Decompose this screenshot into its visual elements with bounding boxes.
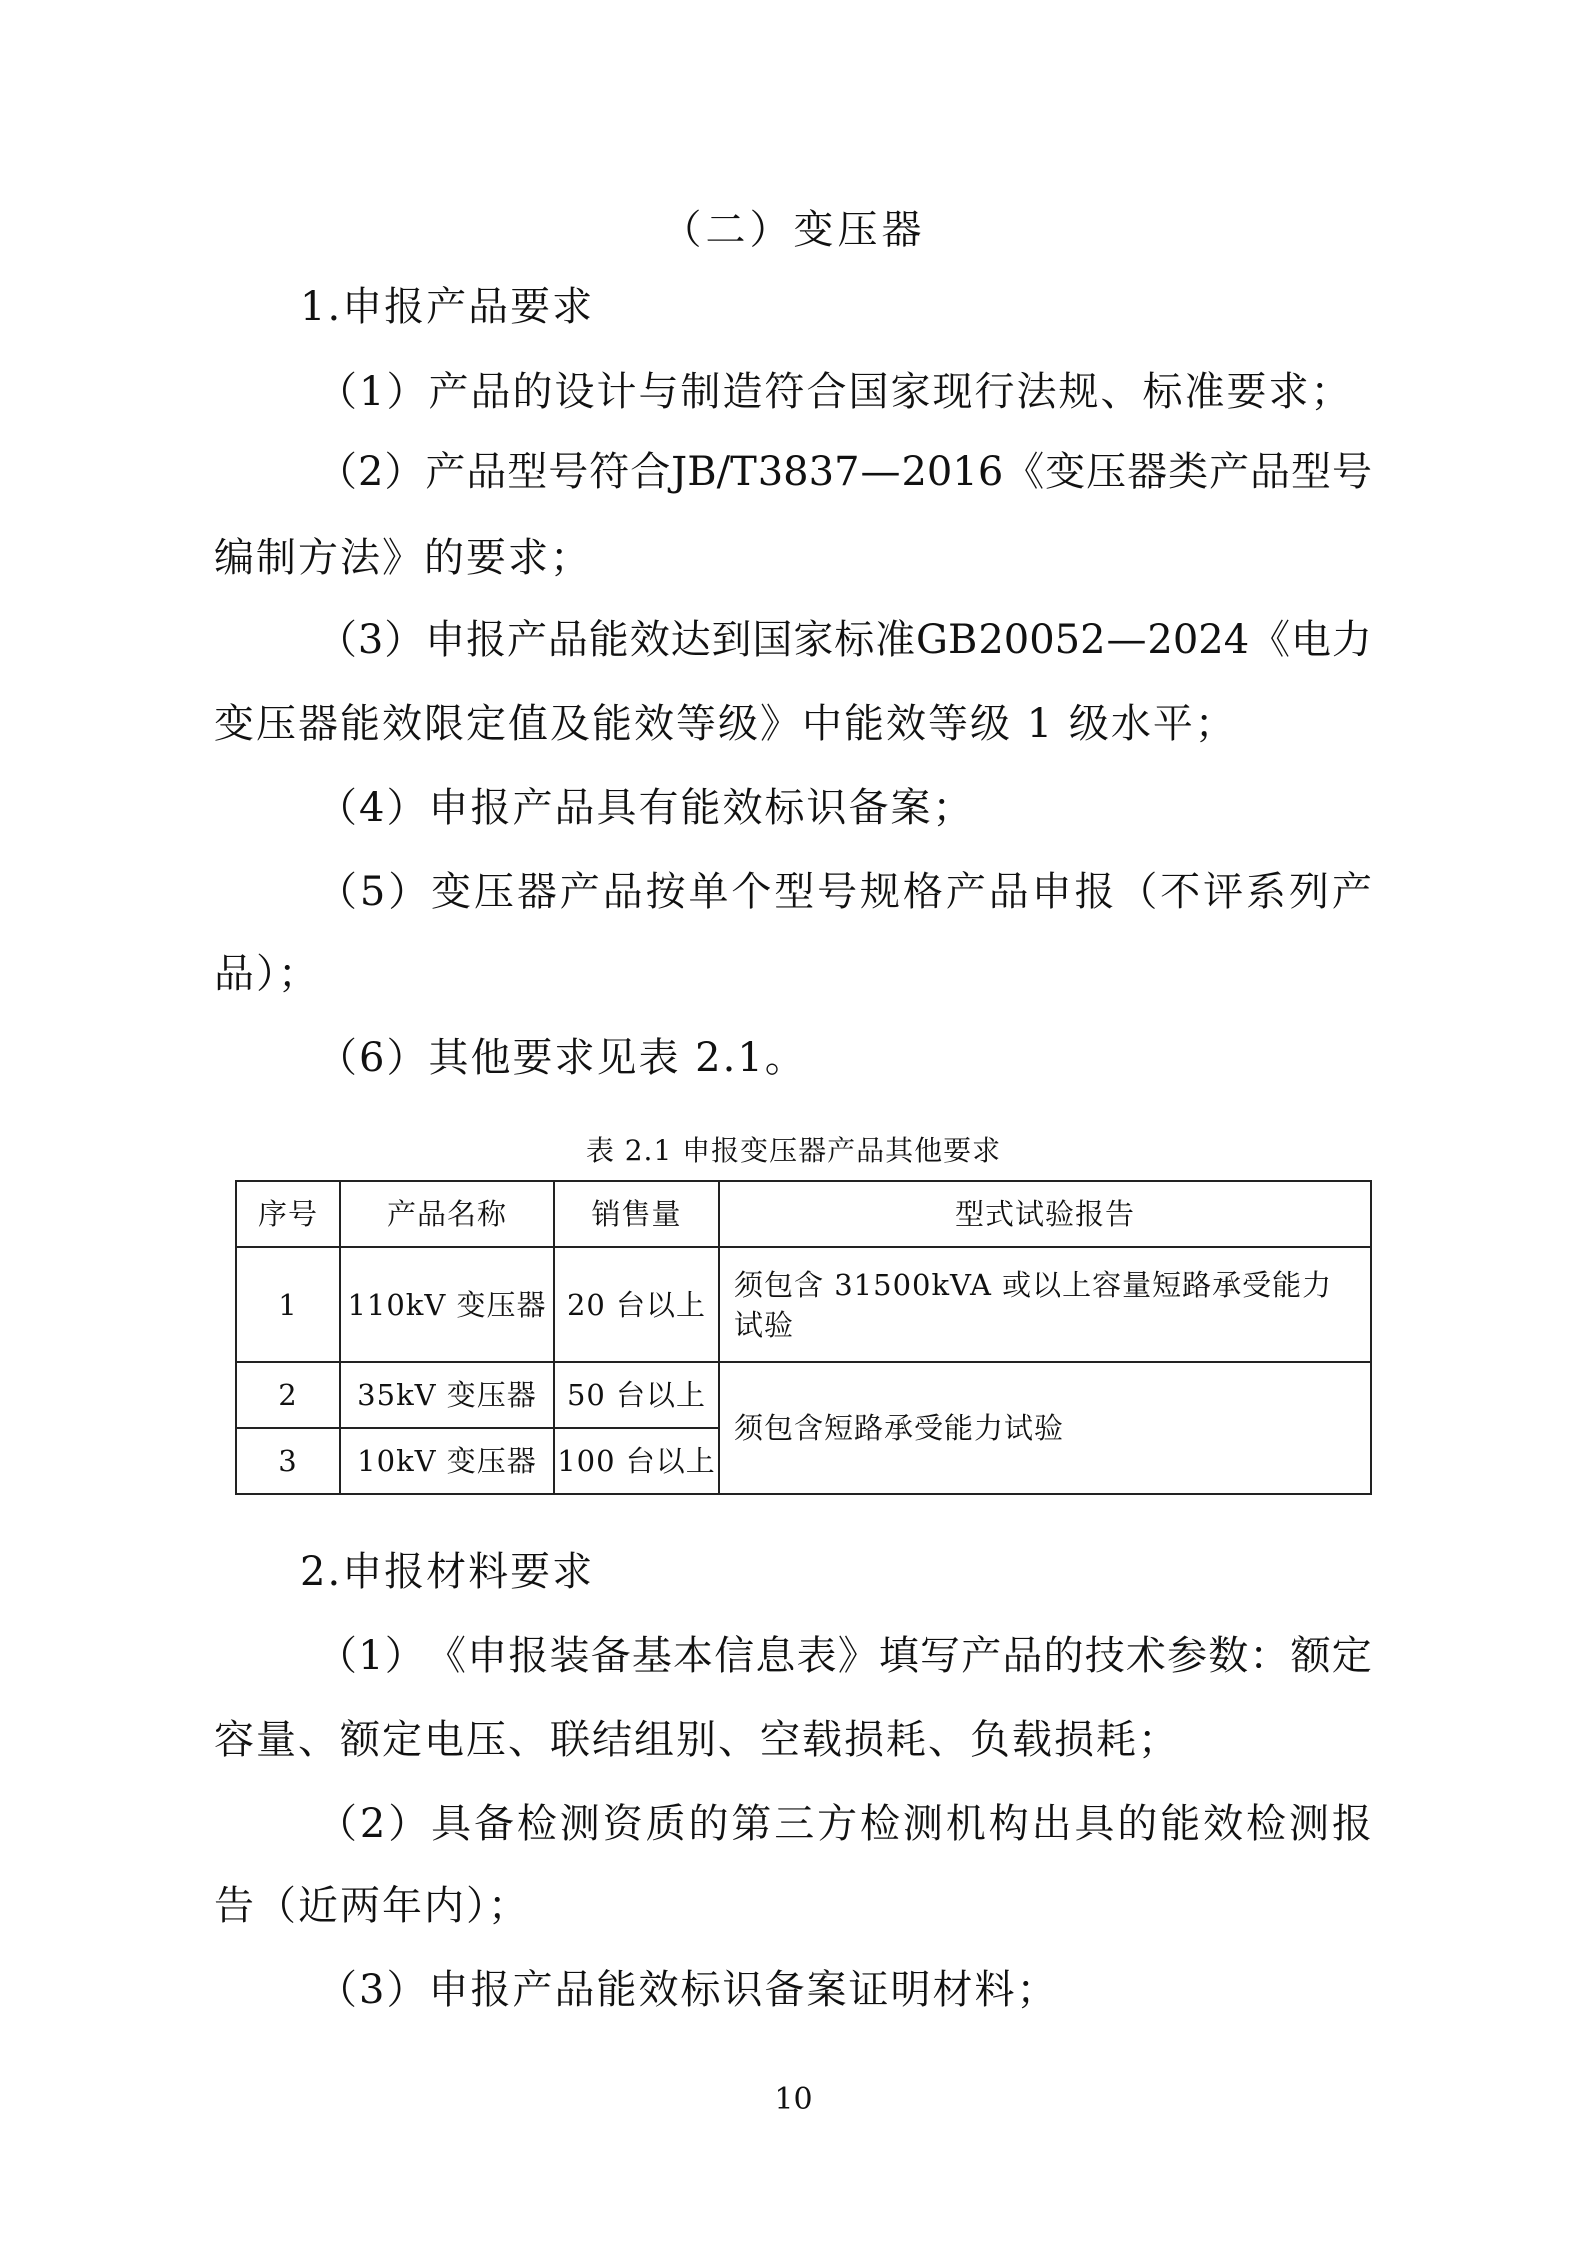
cell-product-name: 35kV 变压器 [340, 1362, 554, 1428]
header-type-test-report: 型式试验报告 [719, 1181, 1371, 1247]
section-title: （二）变压器 [661, 207, 926, 253]
header-sales-volume: 销售量 [554, 1181, 719, 1247]
header-serial-number: 序号 [236, 1181, 340, 1247]
table-caption: 表 2.1 申报变压器产品其他要求 [585, 1134, 1002, 1167]
header-product-name: 产品名称 [340, 1181, 554, 1247]
requirement-item-5-line-2: 品）； [214, 951, 320, 997]
requirement-item-3-line-1: （ 3 ） 申 报 产 品 能 效 达 到 国 家 标 准 GB 20052 — 2024 《 电 力 [317, 617, 1372, 663]
material-item-2-line-2: 告（近两年内）； [214, 1883, 530, 1929]
material-item-2-line-1: （ 2 ） 具 备 检 测 资 质 的 第 三 方 检 测 机 构 出 具 的 能 效 检 测 报 [317, 1801, 1372, 1847]
cell-serial-number: 3 [236, 1428, 340, 1494]
requirement-item-2-line-2: 编制方法》的要求； [214, 535, 592, 581]
subsection-heading-product-requirements: 1.申报产品要求 [300, 284, 595, 330]
cell-type-test-report-merged: 须包含短路承受能力试验 [719, 1362, 1371, 1494]
table-header-row [236, 1181, 1371, 1247]
material-item-3: （3）申报产品能效标识备案证明材料； [317, 1967, 1059, 2013]
table-row [236, 1362, 1371, 1428]
cell-serial-number: 1 [236, 1247, 340, 1362]
cell-sales-volume: 20 台以上 [554, 1247, 719, 1362]
cell-sales-volume: 100 台以上 [554, 1428, 719, 1494]
cell-product-name: 110kV 变压器 [340, 1247, 554, 1362]
table-row [236, 1247, 1371, 1362]
requirement-item-2-line-1: （ 2 ） 产 品 型 号 符 合 JB/T 3837 — 2016 《 变 压 器 类 产 品 型 号 [317, 449, 1372, 495]
cell-serial-number: 2 [236, 1362, 340, 1428]
page-number: 10 [774, 2082, 813, 2117]
requirement-item-5-line-1: （ 5 ） 变 压 器 产 品 按 单 个 型 号 规 格 产 品 申 报 （ 不 评 系 列 产 [317, 869, 1372, 915]
requirements-table [235, 1180, 1372, 1495]
requirement-item-1: （1）产品的设计与制造符合国家现行法规、标准要求； [317, 369, 1353, 415]
cell-sales-volume: 50 台以上 [554, 1362, 719, 1428]
material-item-1-line-2: 容量、额定电压、联结组别、空载损耗、负载损耗； [214, 1717, 1180, 1763]
requirement-item-4: （4）申报产品具有能效标识备案； [317, 785, 975, 831]
requirement-item-6: （6）其他要求见表 2.1。 [317, 1035, 807, 1081]
cell-type-test-report: 须包含 31500kVA 或以上容量短路承受能力试验 [719, 1247, 1371, 1362]
material-item-1-line-1: （ 1 ） 《 申 报 装 备 基 本 信 息 表 》 填 写 产 品 的 技 术 参 数 ： 额 定 [317, 1633, 1372, 1679]
subsection-heading-material-requirements: 2.申报材料要求 [300, 1549, 595, 1595]
requirement-item-3-line-2: 变压器能效限定值及能效等级》中能效等级 1 级水平； [214, 701, 1237, 747]
cell-product-name: 10kV 变压器 [340, 1428, 554, 1494]
